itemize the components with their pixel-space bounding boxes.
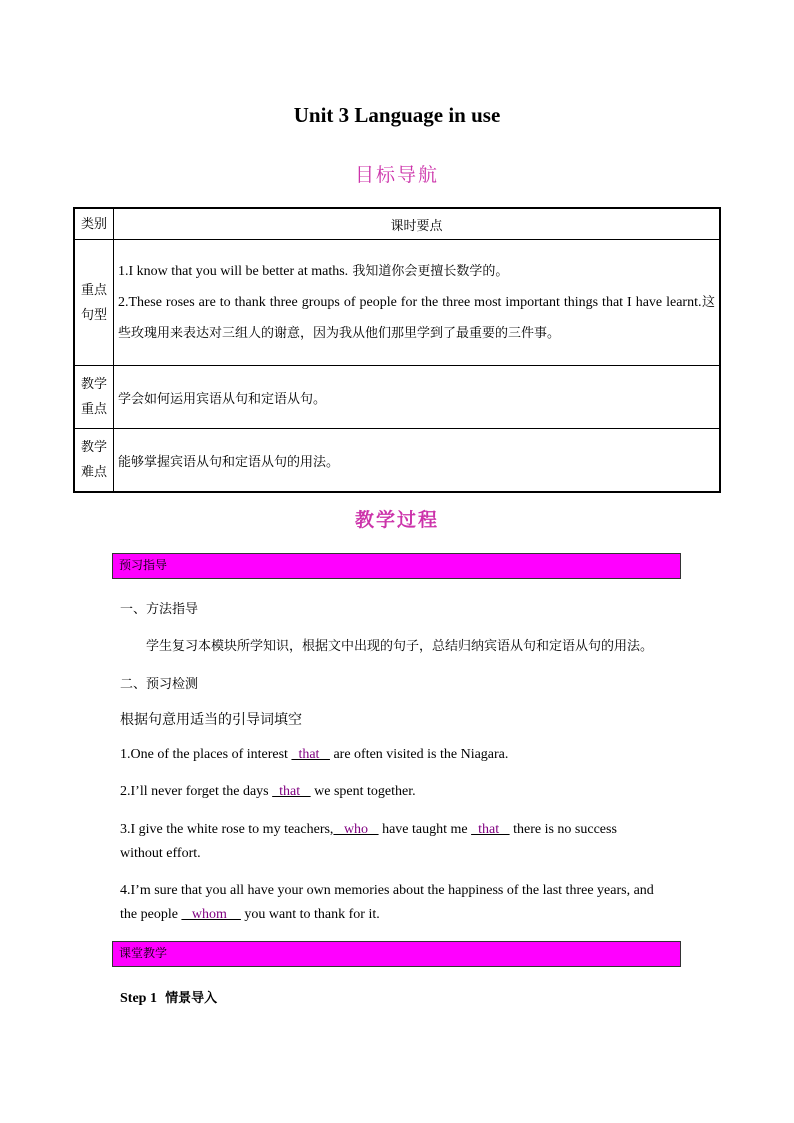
row-type-cell xyxy=(74,240,114,366)
question-text: we spent together. xyxy=(310,784,416,799)
header-type: 类别 xyxy=(74,208,114,240)
page-title: Unit 3 Language in use xyxy=(293,103,501,127)
method-heading: 一、方法指导 xyxy=(120,602,199,617)
instruction-text: 根据句意用适当的引导词填空 xyxy=(120,712,302,728)
row-type-line: 教学 xyxy=(80,440,107,455)
goals-heading: 目标导航 xyxy=(354,164,439,186)
row-type-line: 教学 xyxy=(80,377,107,392)
step-label: Step 1 xyxy=(120,991,157,1006)
process-heading: 教学过程 xyxy=(354,509,439,531)
check-heading: 二、预习检测 xyxy=(120,677,199,692)
preview-guide-bar: 预习指导 xyxy=(112,553,681,579)
step-1 xyxy=(120,987,217,1007)
question-text: 2.I’ll never forget the days xyxy=(120,784,273,799)
table-header-row xyxy=(74,208,720,240)
table-row xyxy=(74,240,720,366)
key-sentences-cell xyxy=(114,240,721,366)
focus-cell: 学会如何运用宾语从句和定语从句。 xyxy=(114,366,721,429)
answer-blank: that xyxy=(291,747,330,762)
row-type-line: 重点 xyxy=(80,402,107,417)
row-type-line: 句型 xyxy=(80,307,107,323)
question-text: are often visited is the Niagara. xyxy=(329,747,509,762)
question-2 xyxy=(120,784,416,800)
question-text: have taught me xyxy=(378,822,472,837)
row-type-line: 重点 xyxy=(80,282,107,298)
table-row xyxy=(74,366,720,429)
question-4 xyxy=(120,907,380,923)
method-text: 学生复习本模块所学知识，根据文中出现的句子，总结归纳宾语从句和定语从句的用法。 xyxy=(146,639,654,654)
question-3-line2: without effort. xyxy=(120,846,201,861)
question-1 xyxy=(120,747,508,763)
answer-blank: whom xyxy=(181,907,241,922)
row-type-line: 难点 xyxy=(80,465,107,480)
question-3 xyxy=(120,822,617,838)
answer-blank: that xyxy=(272,784,311,799)
key-sentence-1 xyxy=(118,256,715,287)
question-text: there is no success xyxy=(509,822,617,837)
key-sentence-2 xyxy=(118,287,715,349)
row-type-cell xyxy=(74,366,114,429)
question-4-line1: 4.I’m sure that you all have your own memories about the happiness of the last three years, and xyxy=(120,883,654,898)
question-text: 1.One of the places of interest xyxy=(120,747,292,762)
question-text: the people xyxy=(120,907,182,922)
header-points: 课时要点 xyxy=(114,208,721,240)
classroom-teaching-bar: 课堂教学 xyxy=(112,941,681,967)
step-text: 情景导入 xyxy=(165,991,218,1006)
question-text: you want to thank for it. xyxy=(240,907,380,922)
table-row xyxy=(74,429,720,493)
key-sentence-1-en: 1.I know that you will be better at maths. xyxy=(118,264,349,279)
key-sentence-2-zh: 这些玫瑰用来表达对三组人的谢意，因为我从他们那里学到了最重要的三件事。 xyxy=(118,295,715,341)
goals-table xyxy=(73,207,721,493)
answer-blank: who xyxy=(333,822,379,837)
difficulty-cell: 能够掌握宾语从句和定语从句的用法。 xyxy=(114,429,721,493)
question-text: 3.I give the white rose to my teachers, xyxy=(120,822,334,837)
key-sentence-2-en: 2.These roses are to thank three groups of people for the three most important things that I have learnt. xyxy=(118,295,702,310)
answer-blank: that xyxy=(471,822,510,837)
key-sentence-1-zh: 我知道你会更擅长数学的。 xyxy=(352,264,509,279)
row-type-cell xyxy=(74,429,114,493)
